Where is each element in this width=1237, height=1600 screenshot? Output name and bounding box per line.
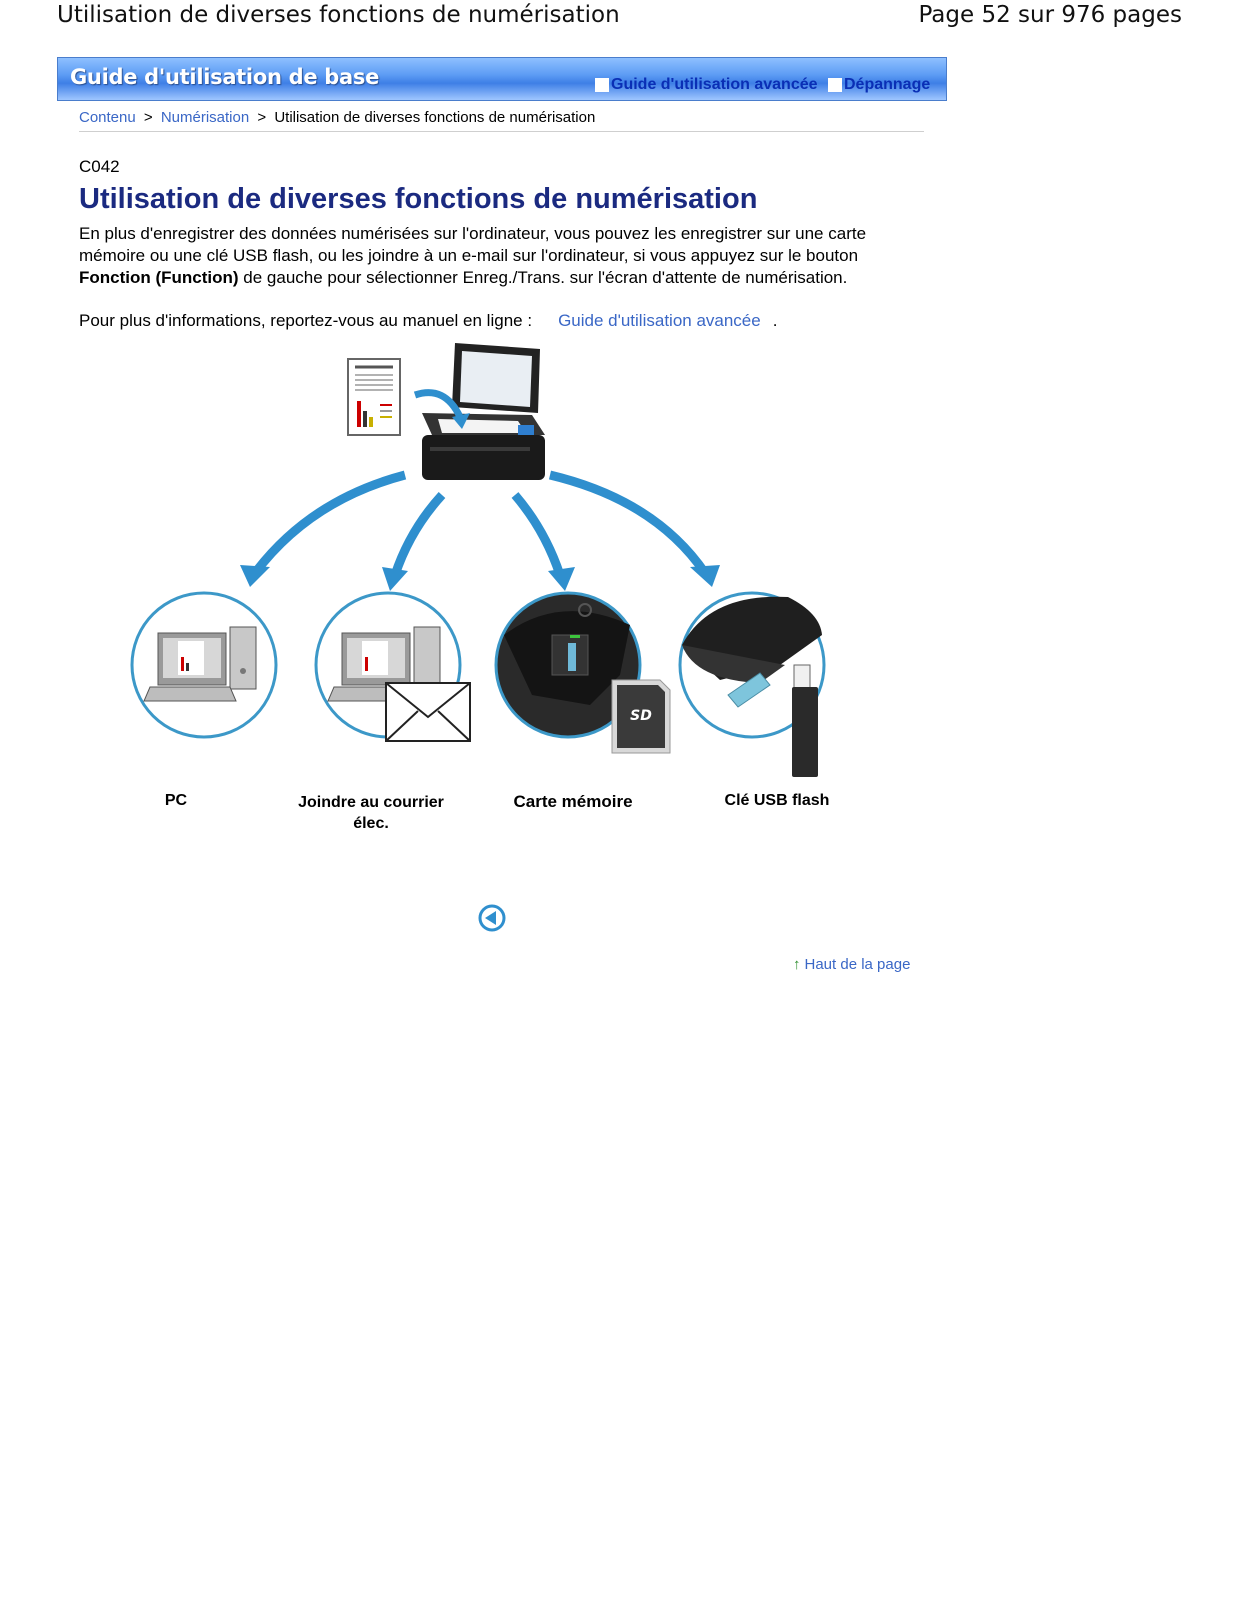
page-number: Page 52 sur 976 pages bbox=[918, 2, 1182, 28]
usb-flash-destination-icon bbox=[680, 593, 824, 777]
distribution-arrows bbox=[255, 475, 705, 575]
up-arrow-icon: ↑ bbox=[793, 956, 801, 973]
intro-paragraph bbox=[79, 223, 879, 289]
scan-destinations-illustration bbox=[120, 335, 840, 785]
sd-card-icon bbox=[612, 680, 670, 753]
back-to-top-link[interactable] bbox=[793, 956, 910, 973]
back-to-top-label: Haut de la page bbox=[804, 956, 911, 973]
arrow-to-mail-icon bbox=[395, 495, 442, 575]
arrow-to-pc-icon bbox=[255, 475, 405, 573]
page-title: Utilisation de diverses fonctions de numérisation bbox=[79, 183, 758, 215]
breadcrumb bbox=[79, 109, 924, 132]
function-button-name: Fonction (Function) bbox=[79, 268, 239, 287]
tab-troubleshooting[interactable] bbox=[828, 75, 930, 95]
printer-scanner-icon bbox=[422, 343, 545, 480]
more-info-line bbox=[79, 311, 777, 331]
banner-title: Guide d'utilisation de base bbox=[70, 65, 380, 89]
email-label: Joindre au courrier élec. bbox=[298, 794, 444, 832]
intro-text-1: En plus d'enregistrer des données numérisées sur l'ordinateur, vous pouvez les enregistrer sur une carte mémoire ou une clé USB flash, ou les joindre à un e-mail sur l'ordinateur, si vous appuyez sur le bouton bbox=[79, 224, 867, 265]
usb-flash-label: Clé USB flash bbox=[724, 792, 830, 809]
tab-advanced-label: Guide d'utilisation avancée bbox=[611, 76, 818, 93]
more-info-text: Pour plus d'informations, reportez-vous au manuel en ligne : bbox=[79, 311, 533, 330]
breadcrumb-separator: > bbox=[257, 109, 267, 126]
advanced-guide-link[interactable]: Guide d'utilisation avancée bbox=[558, 311, 761, 330]
guide-banner bbox=[57, 57, 947, 101]
breadcrumb-link-scanning[interactable]: Numérisation bbox=[160, 109, 250, 126]
pc-label: PC bbox=[164, 792, 188, 809]
memory-card-label: Carte mémoire bbox=[513, 792, 633, 811]
document-title: Utilisation de diverses fonctions de numérisation bbox=[57, 2, 620, 28]
arrow-to-usb-icon bbox=[550, 475, 705, 573]
envelope-icon bbox=[386, 683, 470, 741]
intro-text-2: de gauche pour sélectionner Enreg./Trans. sur l'écran d'attente de numérisation. bbox=[238, 268, 848, 287]
previous-page-icon[interactable] bbox=[478, 904, 506, 932]
page-code: C042 bbox=[79, 157, 120, 176]
sd-card-logo: SD bbox=[630, 708, 652, 724]
checkbox-icon bbox=[828, 78, 842, 92]
breadcrumb-current: Utilisation de diverses fonctions de numérisation bbox=[274, 109, 596, 126]
document-icon bbox=[348, 359, 400, 435]
tab-troubleshooting-label: Dépannage bbox=[844, 76, 931, 93]
more-info-end: . bbox=[772, 311, 778, 330]
document-header bbox=[57, 0, 1182, 34]
tab-advanced-guide[interactable] bbox=[595, 75, 818, 95]
arrow-to-card-icon bbox=[515, 495, 560, 575]
breadcrumb-separator: > bbox=[143, 109, 153, 126]
pc-destination-icon bbox=[132, 593, 276, 737]
email-destination-icon bbox=[316, 593, 470, 741]
checkbox-icon bbox=[595, 78, 609, 92]
memory-card-destination-icon bbox=[496, 593, 670, 753]
breadcrumb-link-contents[interactable]: Contenu bbox=[79, 109, 136, 126]
